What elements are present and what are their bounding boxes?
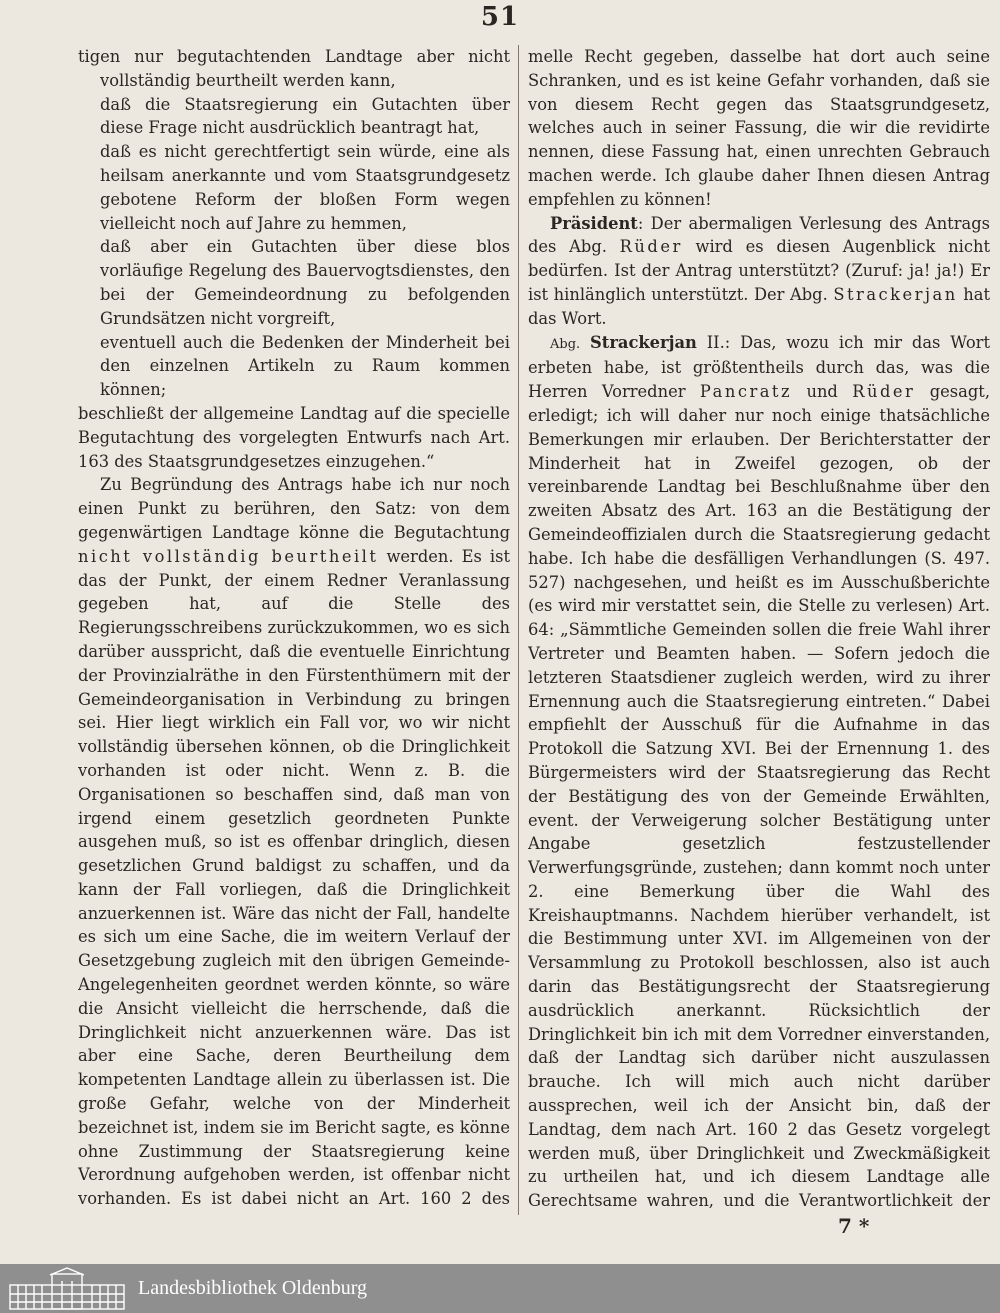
signature-mark: 7 *	[838, 1214, 870, 1238]
emphasized-text: nicht vollständig beurtheilt	[78, 546, 379, 566]
speaker-name: Pancratz	[699, 382, 793, 402]
speaker-name: Strackerjan	[590, 332, 697, 352]
column-divider	[518, 45, 519, 1215]
paragraph: tigen nur begutachtenden Landtage aber nicht vollständig beurtheilt werden kann,	[78, 47, 510, 90]
text-span: gesagt, erledigt; ich will daher nur noch einige thatsächliche Bemerkungen mir erlauben. Der Berichterstatter der Minderheit hat in Zweifel gezogen, ob der vereinbarende Landtag bei Beschlußnahme über den zweiten Absatz des Art. 163 an die Bestätigung der Gemeindeoffizialen durch die Staatsregierung gedacht habe. Ich habe die desfälligen Verhandlungen (S. 497. 527) nachgesehen, und heißt es im Ausschußberichte (es wird mir verstattet sein, die Stelle zu verlesen) Art. 64: „Sämmtliche Gemeinden sollen die freie Wahl ihrer Vertreter und Beamten haben. — Sofern jedoch die letzteren Staatsdiener zugleich werden, wird zu ihrer Ernennung auch die Staatsregierung eintreten.“ Dabei empfiehlt der Ausschuß für die Aufnahme in das Protokoll die Satzung XVI. Bei der Ernennung 1. des Bürgermeisters wird der Staatsregierung das Recht der Bestätigung des von der Gemeinde Erwählten, event. der Verweigerung solcher Bestätigung unter Angabe gesetzlich festzustellender Verwerfungsgründe, zustehen; dann kommt noch unter 2. eine Bemerkung über die Wahl des Kreishauptmanns. Nachdem hierüber verhandelt, ist die Bestimmung unter XVI. im Allgemeinen von der Versammlung zu Protokoll beschlossen, also ist auch darin das Bestätigungsrecht der Staatsregierung ausdrücklich anerkannt. Rücksichtlich der Dringlichkeit bin ich mit dem Vorredner einverstanden, daß der Landtag sich darüber nicht auszulassen brauche. Ich will mich auch nicht darüber aussprechen, weil ich der Ansicht bin, daß der Landtag, dem nach Art. 160 2 das Gesetz vorgelegt werden muß, über Dringlichkeit und Zweckmäßigkeit zu urtheilen hat, und ich diesem Landtage alle Gerechtsame wahren, und die Verantwortlichkeit der	[528, 382, 990, 1211]
text-span: werden. Es ist das der Punkt, der einem Redner Veranlassung gegeben hat, auf die Stelle des Regierungsschreibens zurückzukommen, wo es sich darüber ausspricht, daß die eventuelle Einrichtung der Provinzialräthe in den Fürstenthümern mit der Gemeindeorganisation in Verbindung zu bringen sei. Hier liegt wirklich ein Fall vor, wo wir nicht vollständig übersehen können, ob die Dringlichkeit vorhanden ist oder nicht. Wenn z. B. die Organisationen so beschaffen sind, daß man von irgend einem gesetzlich geordneten Punkte ausgehen muß, so ist es offenbar dringlich, diesen gesetzlichen Grund baldigst zu schaffen, und da kann der Fall vorliegen, daß die Dringlichkeit anzuerkennen ist. Wäre das nicht der Fall, handelte es sich um eine Sache, die im weitern Verlauf der Gesetzgebung zugleich mit den übrigen Gemeinde-Angelegenheiten geordnet werden könnte, so wäre die Ansicht vielleicht die herrschende, daß die Dringlichkeit nicht anzuerkennen wäre. Das ist aber eine Sache, deren Beurtheilung dem kompetenten Landtage allein zu überlassen ist. Die große Gefahr, welche von der Minderheit bezeichnet ist, indem sie im Bericht sagte, es könne ohne Zustimmung der Staatsregierung keine Verordnung aufgehoben werden, ist offenbar nicht vorhanden. Es ist dabei nicht an Art. 160 2 des	[78, 546, 510, 1209]
text-span: : Der abermaligen Verlesung des Antrags des Abg.	[528, 213, 990, 257]
paragraph: daß aber ein Gutachten über diese blos vorläufige Regelung des Bauervogtsdienstes, den bei der Gemeindeordnung zu befolgenden Grundsätzen nicht vorgreift,	[100, 237, 510, 328]
speaker-name: Strackerjan	[833, 284, 958, 304]
text-span: wird es diesen Augenblick nicht bedürfen. Ist der Antrag unterstützt? (Zuruf: ja! ja!) Er ist hinlänglich unterstützt. Der Abg.	[528, 237, 990, 304]
paragraph: beschließt der allgemeine Landtag auf die specielle Begutachtung des vorgelegten Entwurfs nach Art. 163 des Staatsgrundgesetzes einzugehen.“	[78, 403, 510, 471]
text-span: hat das Wort.	[528, 284, 990, 328]
library-name: Landesbibliothek Oldenburg	[138, 1277, 368, 1299]
paragraph	[528, 212, 990, 331]
abbreviation: Abg.	[550, 336, 581, 352]
text-span: II.: Das, wozu ich mir das Wort erbeten habe, ist größtentheils durch das, was die Herren Vorredner	[528, 332, 990, 402]
page-number: 51	[480, 2, 520, 32]
paragraph: eventuell auch die Bedenken der Minderheit bei den einzelnen Artikeln zu Raum kommen können;	[100, 332, 510, 400]
right-column	[528, 45, 990, 1213]
text-span: und	[792, 382, 853, 402]
text-span: Zu Begründung des Antrags habe ich nur noch einen Punkt zu berühren, den Satz: von dem gegenwärtigen Landtage könne die Begutachtung	[78, 475, 510, 542]
paragraph: melle Recht gegeben, dasselbe hat dort auch seine Schranken, und es ist keine Gefahr vorhanden, daß sie von diesem Recht gegen das Staatsgrundgesetz, welches auch in seiner Fassung, die wir die revidirte nennen, diese Fassung hat, einen unrechten Gebrauch machen werde. Ich glaube daher Ihnen diesen Antrag empfehlen zu können!	[528, 47, 990, 209]
left-column	[78, 45, 510, 1213]
speaker-name: Präsident	[550, 213, 638, 233]
library-building-icon	[6, 1267, 128, 1311]
paragraph	[528, 331, 990, 1213]
paragraph: daß es nicht gerechtfertigt sein würde, eine als heilsam anerkannte und vom Staatsgrundgesetz gebotene Reform der bloßen Form wegen vielleicht noch auf Jahre zu hemmen,	[100, 142, 510, 233]
speaker-name: Rüder	[852, 382, 916, 402]
paragraph: daß die Staatsregierung ein Gutachten über diese Frage nicht ausdrücklich beantragt hat,	[100, 94, 510, 138]
footer-bar	[0, 1264, 1000, 1313]
speaker-name: Rüder	[619, 237, 683, 257]
paragraph	[78, 473, 510, 1213]
